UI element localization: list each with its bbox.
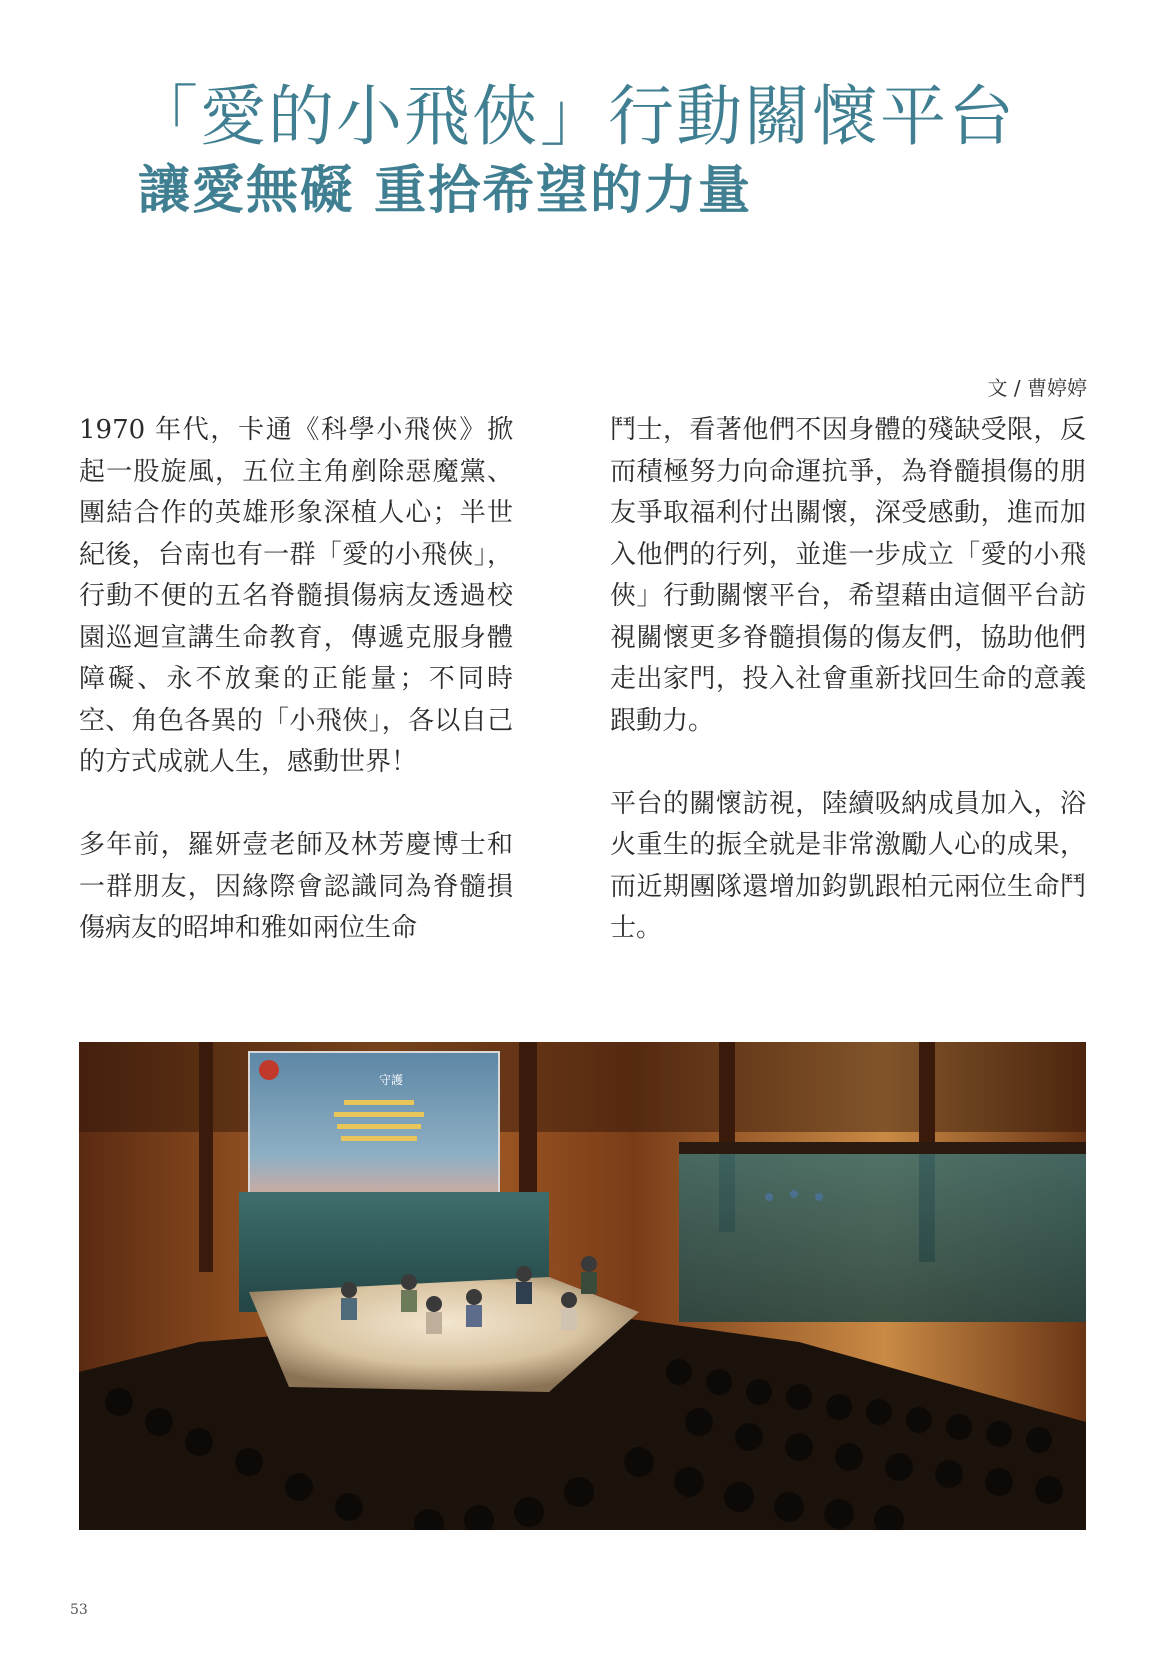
page-number: 53: [70, 1602, 88, 1618]
paragraph: 多年前，羅妍壹老師及林芳慶博士和一群朋友，因緣際會認識同為脊髓損傷病友的昭坤和雅如兩位生命: [79, 830, 513, 943]
article-column-left: [79, 410, 513, 991]
byline: 文 / 曹婷婷: [987, 376, 1087, 400]
article-column-right: [610, 410, 1086, 991]
article-subtitle: 讓愛無礙 重拾希望的力量: [138, 160, 753, 221]
paragraph: 鬥士，看著他們不因身體的殘缺受限，反而積極努力向命運抗爭，為脊髓損傷的朋友爭取福利付出關懷，深受感動，進而加入他們的行列，並進一步成立「愛的小飛俠」行動關懷平台，希望藉由這個平台訪視關懷更多脊髓損傷的傷友們，協助他們走出家門，投入社會重新找回生命的意義跟動力。: [610, 415, 1086, 736]
paragraph: 1970 年代，卡通《科學小飛俠》掀起一股旋風，五位主角剷除惡魔黨、團結合作的英雄形象深植人心；半世紀後，台南也有一群「愛的小飛俠」，行動不便的五名脊髓損傷病友透過校園巡迴宣講生命教育，傳遞克服身體障礙、永不放棄的正能量；不同時空、角色各異的「小飛俠」，各以自己的方式成就人生，感動世界！: [79, 415, 513, 777]
concert-hall-illustration: [79, 1042, 1086, 1530]
article-title: 「愛的小飛俠」行動關懷平台: [132, 78, 1016, 155]
concert-hall-photo: [79, 1042, 1086, 1530]
screen-title: 守護: [379, 1073, 404, 1087]
paragraph: 平台的關懷訪視，陸續吸納成員加入，浴火重生的振全就是非常激勵人心的成果，而近期團隊還增加鈞凱跟柏元兩位生命鬥士。: [610, 788, 1086, 943]
